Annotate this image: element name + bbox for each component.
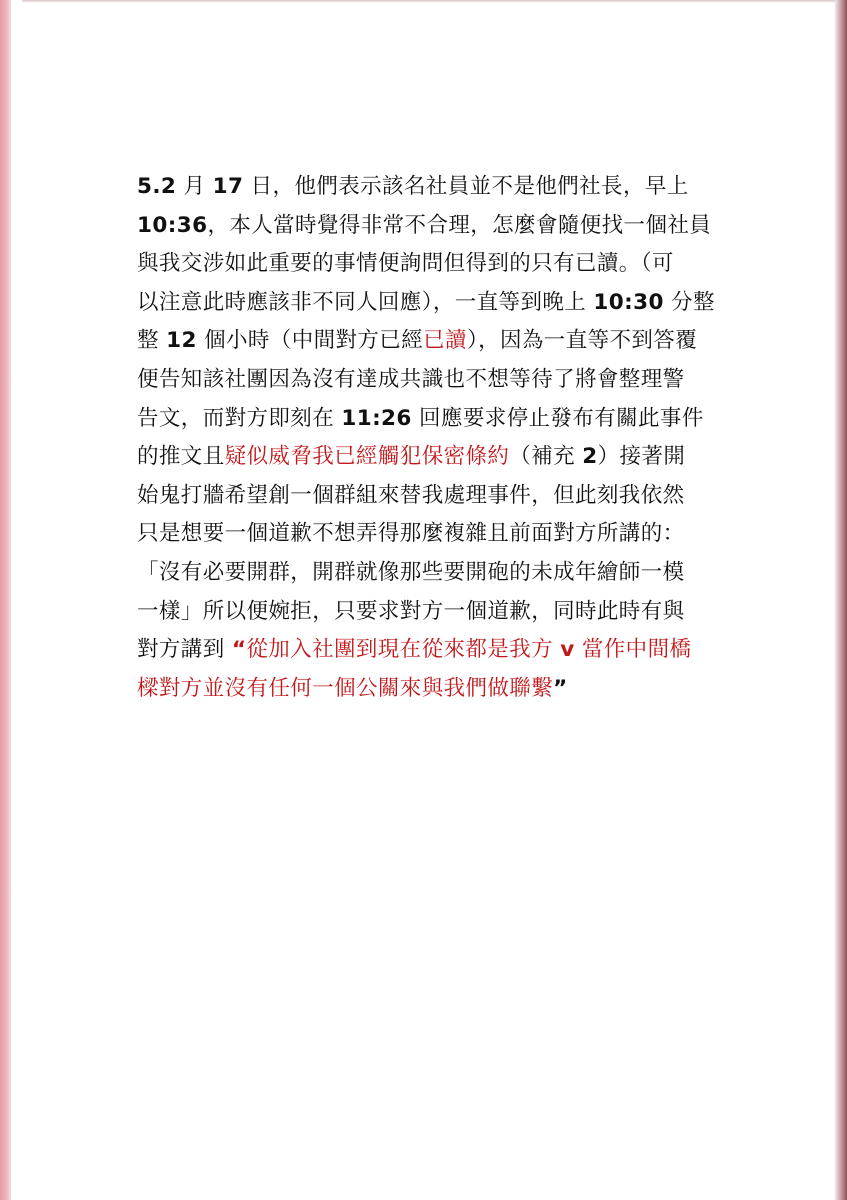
text-run: 只是想要一個道歉不想弄得那麼複雜且前面對方所講的： (137, 521, 685, 547)
text-run: 月 (176, 174, 213, 199)
paragraph-line-4 (137, 284, 737, 323)
highlighted-quote-text: 當作中間橋 (574, 637, 692, 663)
text-run: 便告知該社團因為沒有達成共識也不想等待了將會整理警 (137, 366, 685, 392)
document-body (137, 168, 737, 708)
paragraph-line-1 (137, 168, 737, 207)
time-number: 10:36 (137, 212, 208, 238)
paragraph-line-5 (137, 322, 737, 361)
text-run: 整 (137, 328, 167, 354)
close-quote-mark: ” (553, 675, 568, 701)
hours-number: 12 (166, 328, 197, 354)
highlighted-text: 已讀 (423, 328, 467, 354)
text-run: 始鬼打牆希望創一個群組來替我處理事件，但此刻我依然 (137, 482, 685, 508)
highlighted-letter: v (560, 637, 575, 663)
highlighted-quote-text: 從加入社團到現在從來都是我方 (246, 637, 561, 663)
paragraph-line-14 (137, 670, 737, 709)
document-page (11, 0, 835, 1200)
paragraph-line-6 (137, 361, 737, 400)
highlighted-text: 疑似威脅我已經觸犯保密條約 (224, 444, 510, 470)
text-run: 的推文且 (137, 444, 225, 470)
time-number: 11:26 (341, 405, 412, 431)
time-number: 10:30 (593, 289, 664, 315)
top-page-edge (22, 0, 846, 3)
date-number: 17 (212, 174, 244, 199)
section-number: 5.2 (137, 174, 177, 199)
paragraph-line-13 (137, 631, 737, 670)
text-run: 分整 (663, 289, 715, 315)
text-run: 一樣」所以便婉拒，只要求對方一個道歉，同時此時有與 (137, 598, 685, 624)
paragraph-line-8 (137, 438, 737, 477)
text-run: 以注意此時應該非不同人回應），一直等到晚上 (137, 289, 594, 315)
text-run: 對方講到 (137, 637, 232, 663)
paragraph-line-12 (137, 593, 737, 632)
left-page-edge (0, 0, 11, 1200)
text-run: 「沒有必要開群，開群就像那些要開砲的未成年繪師一模 (137, 559, 685, 585)
paragraph-line-2 (137, 207, 737, 246)
paragraph-line-11 (137, 554, 737, 593)
right-page-edge (835, 0, 847, 1200)
text-run: ），因為一直等不到答覆 (466, 328, 698, 354)
paragraph-line-3 (137, 245, 737, 284)
paragraph-line-7 (137, 400, 737, 439)
text-run: 告文，而對方即刻在 (137, 405, 342, 431)
paragraph-line-9 (137, 477, 737, 516)
text-run: （補充 (509, 444, 583, 470)
text-run: 與我交涉如此重要的事情便詢問但得到的只有已讀。（可 (137, 251, 674, 277)
highlighted-quote-text: 樑對方並沒有任何一個公關來與我們做聯繫 (137, 675, 554, 701)
text-run: ）接著開 (597, 444, 686, 470)
text-run: 個小時（中間對方已經 (196, 328, 424, 354)
text-run: 日，他們表示該名社員並不是他們社長，早上 (243, 174, 689, 199)
open-quote-mark: “ (231, 637, 247, 663)
paragraph-line-10 (137, 515, 737, 554)
text-run: ，本人當時覺得非常不合理，怎麼會隨便找一個社員 (207, 212, 712, 238)
supplement-number: 2 (582, 444, 598, 470)
text-run: 回應要求停止發布有關此事件 (411, 405, 704, 431)
